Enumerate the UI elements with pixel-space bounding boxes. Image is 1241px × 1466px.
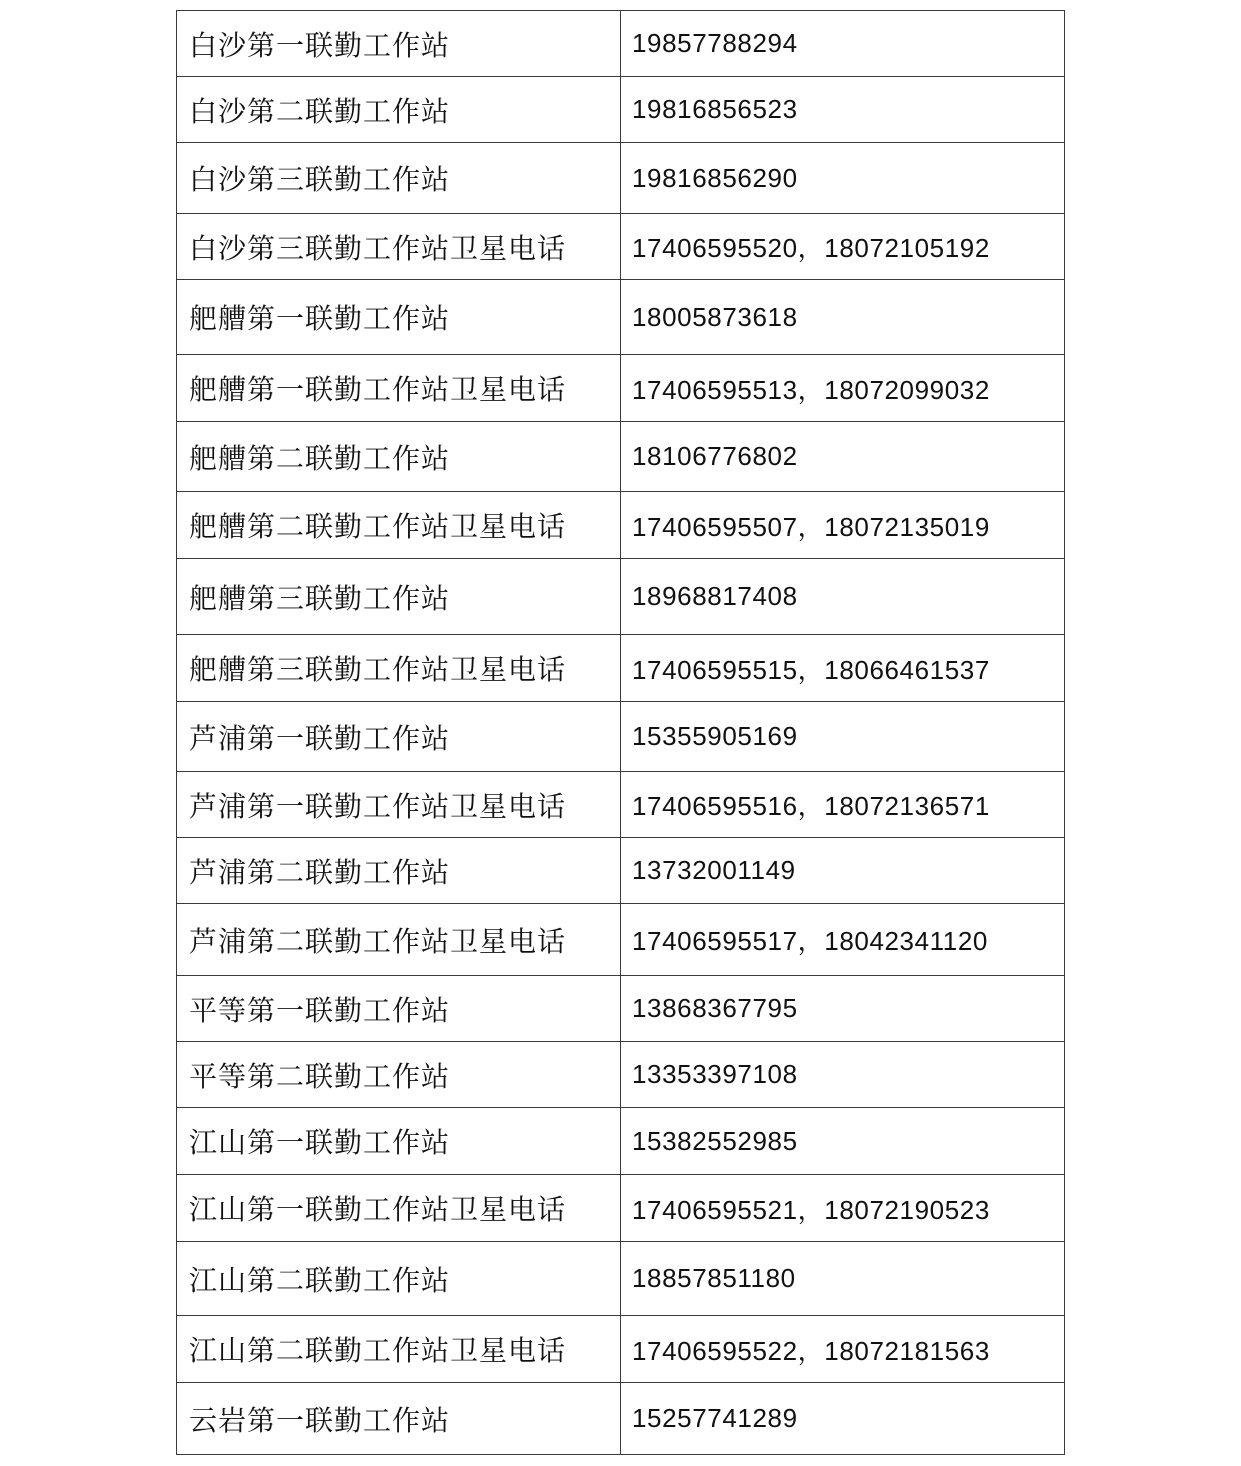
station-name-cell: 舥艚第二联勤工作站卫星电话 [177, 492, 621, 559]
station-name-cell: 江山第二联勤工作站 [177, 1242, 621, 1316]
table-row [177, 1108, 1065, 1175]
table-row [177, 1175, 1065, 1242]
station-contact-table [176, 10, 1065, 1455]
table-row [177, 1383, 1065, 1455]
table-body [177, 11, 1065, 1455]
station-name-cell: 白沙第一联勤工作站 [177, 11, 621, 77]
phone-number-cell: 18968817408 [621, 559, 1065, 635]
table-row [177, 772, 1065, 838]
table-row [177, 635, 1065, 702]
station-name-cell: 芦浦第二联勤工作站 [177, 838, 621, 904]
phone-number-cell: 18106776802 [621, 422, 1065, 492]
phone-number-cell: 15257741289 [621, 1383, 1065, 1455]
station-name-cell: 舥艚第三联勤工作站 [177, 559, 621, 635]
table-row [177, 1042, 1065, 1108]
phone-number-cell: 17406595517，18042341120 [621, 904, 1065, 976]
station-name-cell: 白沙第三联勤工作站 [177, 143, 621, 214]
phone-number-cell: 17406595515，18066461537 [621, 635, 1065, 702]
table-row [177, 904, 1065, 976]
station-name-cell: 芦浦第二联勤工作站卫星电话 [177, 904, 621, 976]
station-name-cell: 江山第一联勤工作站 [177, 1108, 621, 1175]
station-name-cell: 舥艚第一联勤工作站卫星电话 [177, 355, 621, 422]
table-row [177, 280, 1065, 355]
station-name-cell: 舥艚第三联勤工作站卫星电话 [177, 635, 621, 702]
table-row [177, 702, 1065, 772]
phone-number-cell: 17406595522，18072181563 [621, 1316, 1065, 1383]
phone-number-cell: 15355905169 [621, 702, 1065, 772]
table-row [177, 1316, 1065, 1383]
phone-number-cell: 18857851180 [621, 1242, 1065, 1316]
phone-number-cell: 19816856523 [621, 77, 1065, 143]
phone-number-cell: 19857788294 [621, 11, 1065, 77]
station-name-cell: 芦浦第一联勤工作站 [177, 702, 621, 772]
table-row [177, 11, 1065, 77]
table-row [177, 77, 1065, 143]
phone-number-cell: 15382552985 [621, 1108, 1065, 1175]
station-name-cell: 白沙第二联勤工作站 [177, 77, 621, 143]
station-name-cell: 平等第二联勤工作站 [177, 1042, 621, 1108]
station-name-cell: 白沙第三联勤工作站卫星电话 [177, 214, 621, 280]
table-row [177, 422, 1065, 492]
table-row [177, 1242, 1065, 1316]
phone-number-cell: 17406595507，18072135019 [621, 492, 1065, 559]
station-name-cell: 云岩第一联勤工作站 [177, 1383, 621, 1455]
phone-number-cell: 13732001149 [621, 838, 1065, 904]
phone-number-cell: 17406595516，18072136571 [621, 772, 1065, 838]
phone-number-cell: 13868367795 [621, 976, 1065, 1042]
station-name-cell: 舥艚第一联勤工作站 [177, 280, 621, 355]
table-row [177, 355, 1065, 422]
table-row [177, 559, 1065, 635]
table-row [177, 143, 1065, 214]
table-row [177, 838, 1065, 904]
station-name-cell: 江山第一联勤工作站卫星电话 [177, 1175, 621, 1242]
table-row [177, 214, 1065, 280]
station-name-cell: 芦浦第一联勤工作站卫星电话 [177, 772, 621, 838]
phone-number-cell: 17406595521，18072190523 [621, 1175, 1065, 1242]
table-row [177, 492, 1065, 559]
phone-number-cell: 18005873618 [621, 280, 1065, 355]
phone-number-cell: 17406595513，18072099032 [621, 355, 1065, 422]
phone-number-cell: 19816856290 [621, 143, 1065, 214]
station-name-cell: 舥艚第二联勤工作站 [177, 422, 621, 492]
station-name-cell: 江山第二联勤工作站卫星电话 [177, 1316, 621, 1383]
station-name-cell: 平等第一联勤工作站 [177, 976, 621, 1042]
phone-number-cell: 17406595520，18072105192 [621, 214, 1065, 280]
phone-number-cell: 13353397108 [621, 1042, 1065, 1108]
table-row [177, 976, 1065, 1042]
